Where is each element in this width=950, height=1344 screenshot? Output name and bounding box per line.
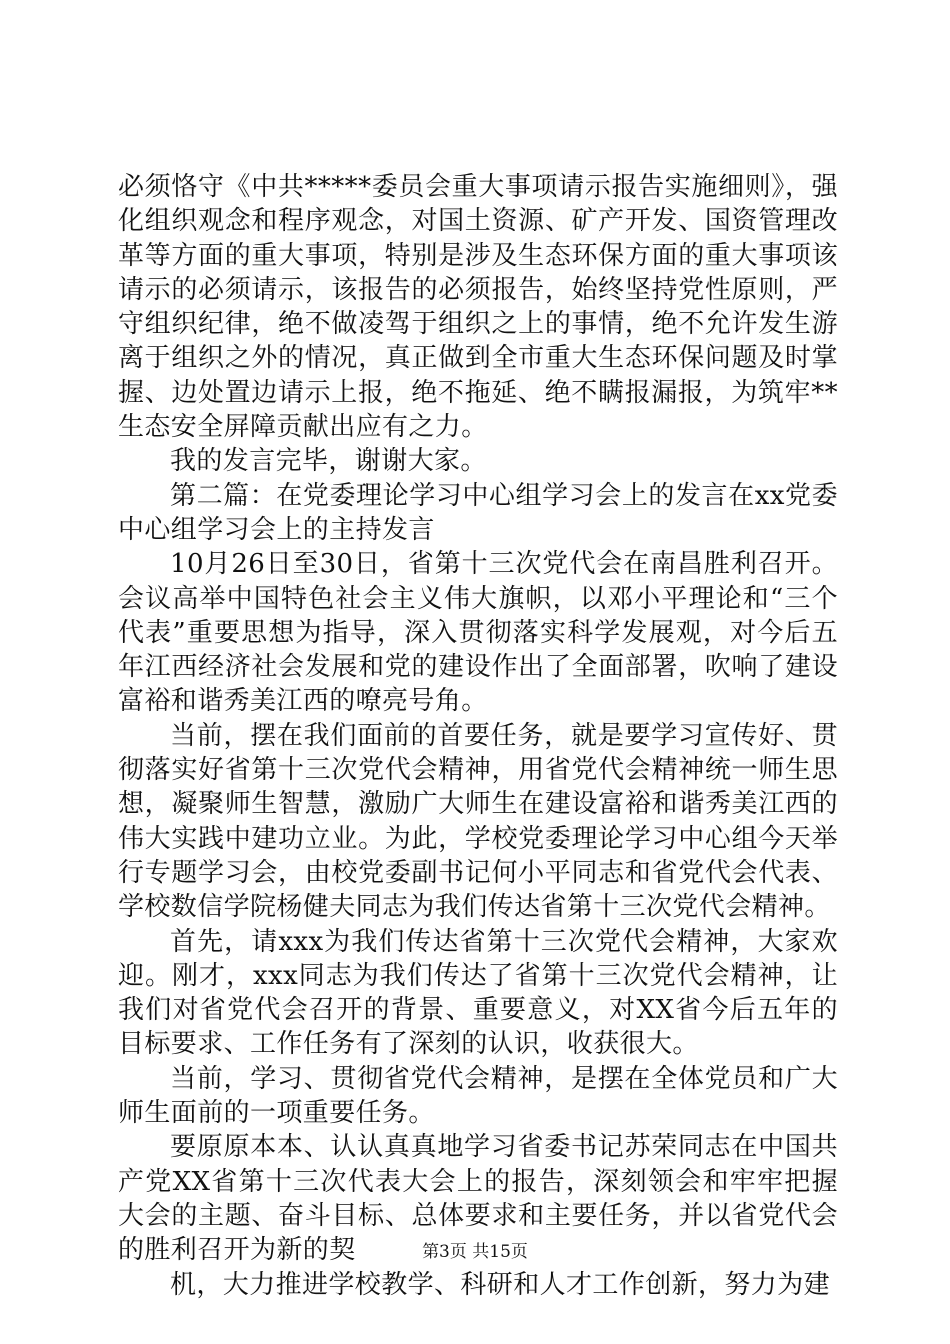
paragraph-4: 10月26日至30日，省第十三次党代会在南昌胜利召开。会议高举中国特色社会主义伟大旗帜，以邓小平理论和“三个代表”重要思想为指导，深入贯彻落实科学发展观，对今后五年江西经济社会发展和党的建设作出了全面部署，吹响了建设富裕和谐秀美江西的嘹亮号角。 [118, 549, 838, 717]
paragraph-6: 首先，请xxx为我们传达省第十三次党代会精神，大家欢迎。刚才，xxx同志为我们传达了省第十三次党代会精神，让我们对省党代会召开的背景、重要意义，对XX省今后五年的目标要求、工作任务有了深刻的认识，收获很大。 [118, 926, 838, 1060]
paragraph-1: 必须恪守《中共*****委员会重大事项请示报告实施细则》，强化组织观念和程序观念，对国土资源、矿产开发、国资管理改革等方面的重大事项，特别是涉及生态环保方面的重大事项该请示的必须请示，该报告的必须报告，始终坚持党性原则，严守组织纪律，绝不做凌驾于组织之上的事情，绝不允许发生游离于组织之外的情况，真正做到全市重大生态环保问题及时掌握、边处置边请示上报，绝不拖延、绝不瞒报漏报，为筑牢**生态安全屏障贡献出应有之力。 [118, 172, 838, 443]
paragraph-9: 机，大力推进学校教学、科研和人才工作创新，努力为建 [170, 1269, 831, 1300]
section-heading: 第二篇：在党委理论学习中心组学习会上的发言在xx党委中心组学习会上的主持发言 [118, 480, 838, 545]
page-number: 第3页 共15页 [422, 1242, 528, 1262]
paragraph-7: 当前，学习、贯彻省党代会精神，是摆在全体党员和广大师生面前的一项重要任务。 [118, 1063, 838, 1129]
paragraph-8: 要原原本本、认认真真地学习省委书记苏荣同志在中国共产党XX省第十三次代表大会上的报告，深刻领会和牢牢把握大会的主题、奋斗目标、总体要求和主要任务，并以省党代会的胜利召开为新的契 [118, 1132, 838, 1266]
paragraph-5: 当前，摆在我们面前的首要任务，就是要学习宣传好、贯彻落实好省第十三次党代会精神，用省党代会精神统一师生思想，凝聚师生智慧，激励广大师生在建设富裕和谐秀美江西的伟大实践中建功立业。为此，学校党委理论学习中心组今天举行专题学习会，由校党委副书记何小平同志和省党代会代表、学校数信学院杨健夫同志为我们传达省第十三次党代会精神。 [118, 720, 838, 923]
page-footer [0, 1241, 950, 1263]
paragraph-2: 我的发言完毕，谢谢大家。 [170, 446, 487, 477]
document-body [118, 170, 838, 1302]
